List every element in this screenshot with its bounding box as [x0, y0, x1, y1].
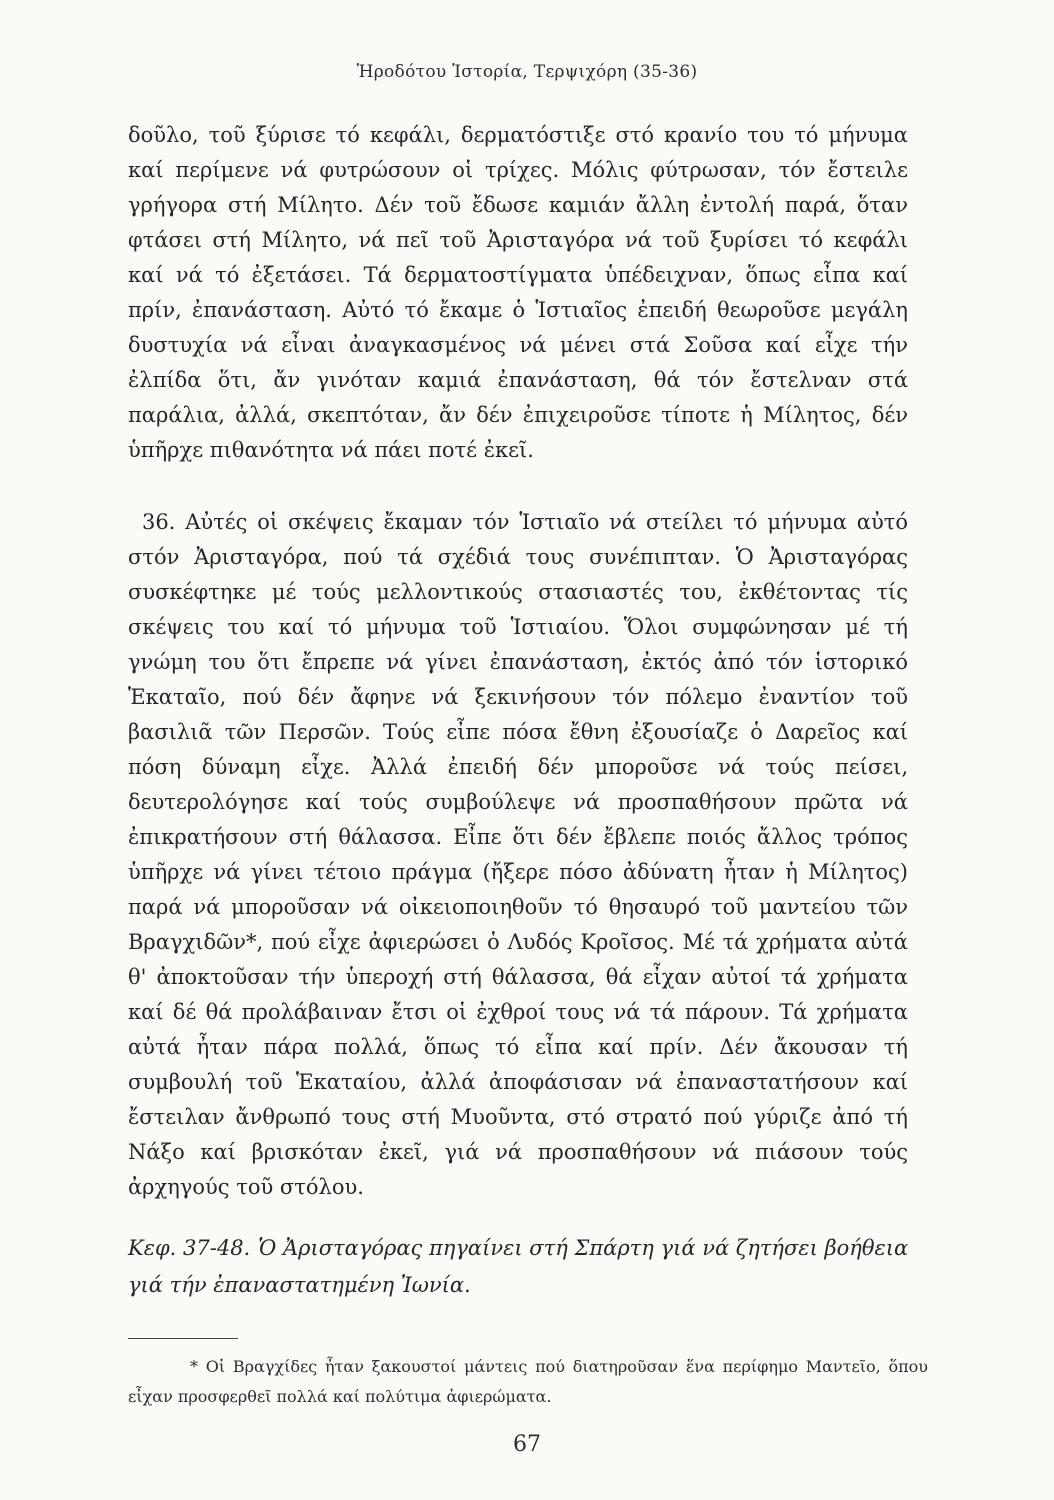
- footnote-divider: [128, 1338, 238, 1339]
- paragraph-text: 36. Αὐτές οἱ σκέψεις ἔκαμαν τόν Ἱστιαῖο νά στείλει τό μήνυμα αὐτό στόν Ἀρισταγόρα, πού τά σχέδιά τους συνέπιπταν. Ὁ Ἀρισταγόρας συσκέφτηκε μέ τούς μελλοντικούς στασιαστές του, ἐκθέτοντας τίς σκέψεις του καί τό μήνυμα τοῦ Ἱστιαίου. Ὅλοι συμφώνησαν μέ τή γνώμη του ὅτι ἔπρεπε νά γίνει ἐπανάσταση, ἐκτός ἀπό τόν ἱστορικό Ἑκαταῖο, πού δέν ἄφηνε νά ξεκινήσουν τόν πόλεμο ἐναντίον τοῦ βασιλιᾶ τῶν Περσῶν. Τούς εἶπε πόσα ἔθνη ἐξουσίαζε ὁ Δαρεῖος καί πόση δύναμη εἶχε. Ἀλλά ἐπειδή δέν μποροῦσε νά τούς πείσει, δευτερολόγησε καί τούς συμβούλεψε νά προσπαθήσουν πρῶτα νά ἐπικρατήσουν στή θάλασσα. Εἶπε ὅτι δέν ἔβλεπε ποιός ἄλλος τρόπος ὑπῆρχε νά γίνει τέτοιο πράγμα (ἤξερε πόσο ἀδύνατη ἦταν ἡ Μίλητος) παρά νά μποροῦσαν νά οἰκειοποιηθοῦν τό θησαυρό τοῦ μαντείου τῶν Βραγχιδῶν*, πού εἶχε ἀφιερώσει ὁ Λυδός Κροῖσος. Μέ τά χρήματα αὐτά θ' ἀποκτοῦσαν τήν ὑπεροχή στή θάλασσα, θά εἶχαν αὐτοί τά χρήματα καί δέ θά προλάβαιναν ἔτσι οἱ ἐχθροί τους νά τά πάρουν. Τά χρήματα αὐτά ἦταν πάρα πολλά, ὅπως τό εἶπα καί πρίν. Δέν ἄκουσαν τή συμβουλή τοῦ Ἑκαταίου, ἀλλά ἀποφάσισαν νά ἐπαναστατήσουν καί ἔστειλαν ἄνθρωπό τους στή Μυοῦντα, στό στρατό πού γύριζε ἀπό τή Νάξο καί βρισκόταν ἐκεῖ, γιά νά προσπαθήσουν νά πιάσουν τούς ἀρχηγούς τοῦ στόλου.: [128, 510, 908, 1199]
- running-title: Ἡροδότου Ἱστορία, Τερψιχόρη (35-36): [356, 62, 698, 82]
- chapter-summary-label: Κεφ. 37-48.: [128, 1236, 251, 1260]
- chapter-summary: [128, 1230, 928, 1304]
- body-paragraph-2: [128, 505, 908, 1205]
- paragraph-text: δοῦλο, τοῦ ξύρισε τό κεφάλι, δερματόστιξε στό κρανίο του τό μήνυμα καί περίμενε νά φυτρώσουν οἱ τρίχες. Μόλις φύτρωσαν, τόν ἔστειλε γρήγορα στή Μίλητο. Δέν τοῦ ἔδωσε καμιάν ἄλλη ἐντολή παρά, ὅταν φτάσει στή Μίλητο, νά πεῖ τοῦ Ἀρισταγόρα νά τοῦ ξυρίσει τό κεφάλι καί νά τό ἐξετάσει. Τά δερματοστίγματα ὑπέδειχναν, ὅπως εἶπα καί πρίν, ἐπανάσταση. Αὐτό τό ἔκαμε ὁ Ἱστιαῖος ἐπειδή θεωροῦσε μεγάλη δυστυχία νά εἶναι ἀναγκασμένος νά μένει στά Σοῦσα καί εἶχε τήν ἐλπίδα ὅτι, ἄν γινόταν καμιά ἐπανάσταση, θά τόν ἔστελναν στά παράλια, ἀλλά, σκεπτόταν, ἄν δέν ἐπιχειροῦσε τίποτε ἡ Μίλητος, δέν ὑπῆρχε πιθανότητα νά πάει ποτέ ἐκεῖ.: [128, 123, 908, 462]
- body-paragraph-1: [128, 118, 908, 468]
- footnote: * Οἱ Βραγχίδες ἦταν ξακουστοί μάντεις πού διατηροῦσαν ἕνα περίφημο Μαντεῖο, ὅπου εἶχαν προσφερθεῖ πολλά καί πολύτιμα ἀφιερώματα.: [128, 1357, 928, 1406]
- page-number: 67: [513, 1432, 541, 1457]
- chapter-summary-text: Ὁ Ἀρισταγόρας πηγαίνει στή Σπάρτη γιά νά ζητήσει βοήθεια γιά τήν ἐπαναστατημένη Ἰωνία.: [128, 1236, 909, 1297]
